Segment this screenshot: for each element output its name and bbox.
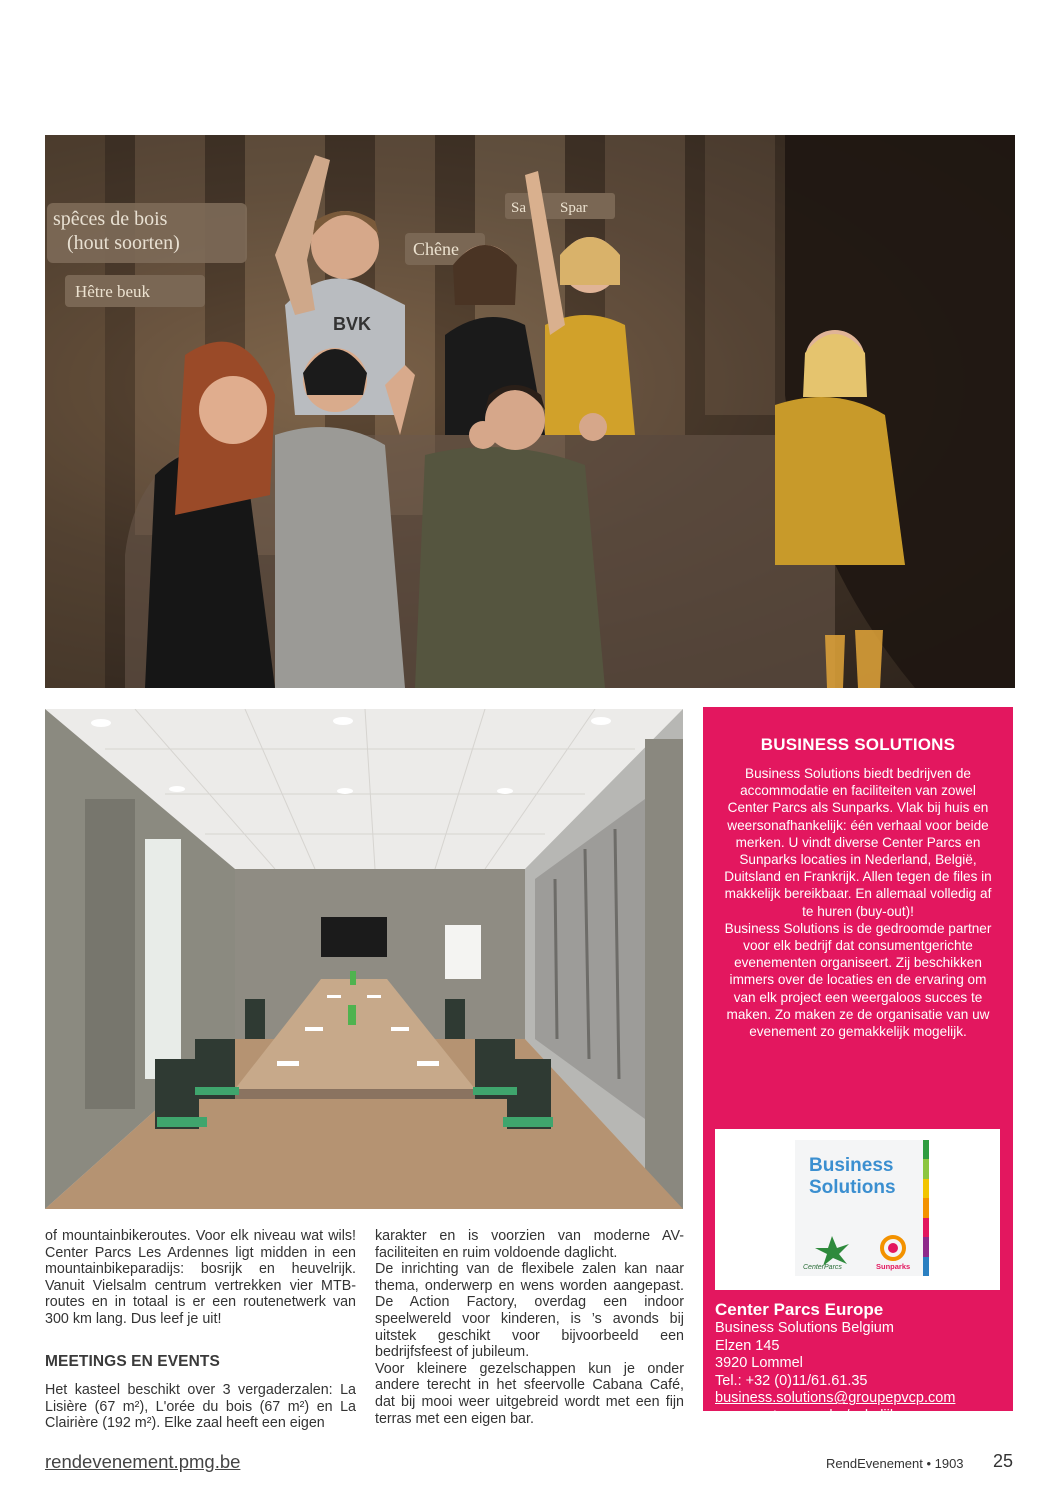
- group-celebration-photo: [45, 135, 1015, 688]
- sign-spar: Spar: [560, 200, 588, 216]
- contact-department: Business Solutions Belgium: [715, 1320, 894, 1336]
- sign-hout-soorten: (hout soorten): [67, 232, 180, 254]
- logo-stripe: [923, 1140, 929, 1159]
- sidebar-paragraph-1: Business Solutions biedt bedrijven de accommodatie en faciliteiten van zowel Center Parcs als Sunparks. Vlak bij huis en weersonafhankelijk: één verhaal voor beide merken. U vindt diverse Center Parcs en Sunparks locaties in Nederland, België, Duitsland en Frankrijk. Allen tegen de files in makkelijk bereikbaar. En allemaal volledig af te huren (buy-out)!: [724, 766, 992, 919]
- meeting-room-illustration: [45, 709, 683, 1209]
- contact-company: Center Parcs Europe: [715, 1300, 884, 1319]
- sidebar-title: BUSINESS SOLUTIONS: [760, 735, 956, 754]
- footer-magazine-issue: RendEvenement • 1903: [826, 1456, 964, 1471]
- article-body-left: Het kasteel beschikt over 3 vergaderzalen: La Lisière (67 m²), L'orée du bois (67 m²) en La Clairière (192 m²). Elke zaal heeft een eigen: [45, 1382, 356, 1432]
- meeting-room-photo: [45, 709, 683, 1209]
- logo-title: Business Solutions: [809, 1155, 896, 1198]
- page-number: 25: [993, 1451, 1014, 1471]
- sign-sa: Sa: [511, 200, 526, 216]
- contact-phone: Tel.: +32 (0)11/61.61.35: [715, 1372, 868, 1389]
- article-mid-paragraph-1: karakter en is voorzien van moderne AV-faciliteiten en ruim voldoende daglicht.: [375, 1228, 684, 1261]
- shirt-text: BVK: [333, 314, 372, 334]
- group-celebration-illustration: [45, 135, 1015, 688]
- logo-stripe: [923, 1218, 929, 1237]
- contact-street: Elzen 145: [715, 1337, 780, 1354]
- logo-stripe: [923, 1198, 929, 1217]
- logo-stripe: [923, 1237, 929, 1256]
- logo-color-stripes: [923, 1140, 929, 1276]
- sign-hetre-beuk: Hêtre beuk: [75, 282, 151, 301]
- logo-stripe: [923, 1179, 929, 1198]
- article-column-middle: [375, 1228, 684, 1427]
- article-intro: of mountainbikeroutes. Voor elk niveau wat wils! Center Parcs Les Ardennes ligt midden in een mountainbikeparadijs: bosrijk en heuvelrijk. Vanuit Vielsalm centrum vertrekken vier MTB-routes en in totaal is er een routenetwerk van 300 km lang. Dus leef je uit!: [45, 1228, 356, 1327]
- contact-website-link[interactable]: www.centerparcs.be/zakelijk: [715, 1407, 898, 1424]
- sidebar-paragraph-2: Business Solutions is de gedroomde partner voor elk bedrijf dat consumentgerichte evenementen organiseert. Zij beschikken immers over de locaties en de ervaring om van elk project een weergaloos succes te maken. Zo maken ze de organisatie van uw evenement zo gemakkelijk mogelijk.: [724, 920, 992, 1040]
- sign-chene: Chêne: [413, 239, 459, 259]
- business-solutions-box: [703, 707, 1013, 1424]
- business-solutions-logo-card: [715, 1129, 1000, 1290]
- article-mid-paragraph-2: De inrichting van de flexibele zalen kan naar thema, onderwerp en wens worden aangepast. De Action Factory, overdag een indoor speelwereld voor kinderen, is ’s avonds bij uitstek geschikt voor bijvoorbeeld een bedrijfsfeest of jubileum.: [375, 1261, 684, 1361]
- sunparks-logo-icon: [875, 1232, 911, 1272]
- logo-stripe: [923, 1159, 929, 1178]
- footer-website-link[interactable]: rendevenement.pmg.be: [45, 1451, 241, 1472]
- contact-email-link[interactable]: business.solutions@groupepvcp.com: [715, 1390, 956, 1407]
- sidebar-text: [721, 765, 995, 1040]
- section-heading: MEETINGS EN EVENTS: [45, 1352, 220, 1370]
- article-mid-paragraph-3: Voor kleinere gezelschappen kun je onder andere terecht in het sfeervolle Cabana Café, dat bij mooi weer uitgebreid wordt met een fijn terras met een eigen bar.: [375, 1360, 684, 1427]
- sunparks-label: Sunparks: [876, 1262, 911, 1271]
- business-solutions-logo: [795, 1140, 929, 1276]
- contact-block: [715, 1299, 1005, 1426]
- contact-city: 3920 Lommel: [715, 1355, 803, 1372]
- article-column-left: [45, 1228, 356, 1432]
- sign-especes: spêces de bois: [53, 208, 168, 230]
- logo-stripe: [923, 1257, 929, 1276]
- centerparcs-label: CenterParcs: [803, 1264, 842, 1271]
